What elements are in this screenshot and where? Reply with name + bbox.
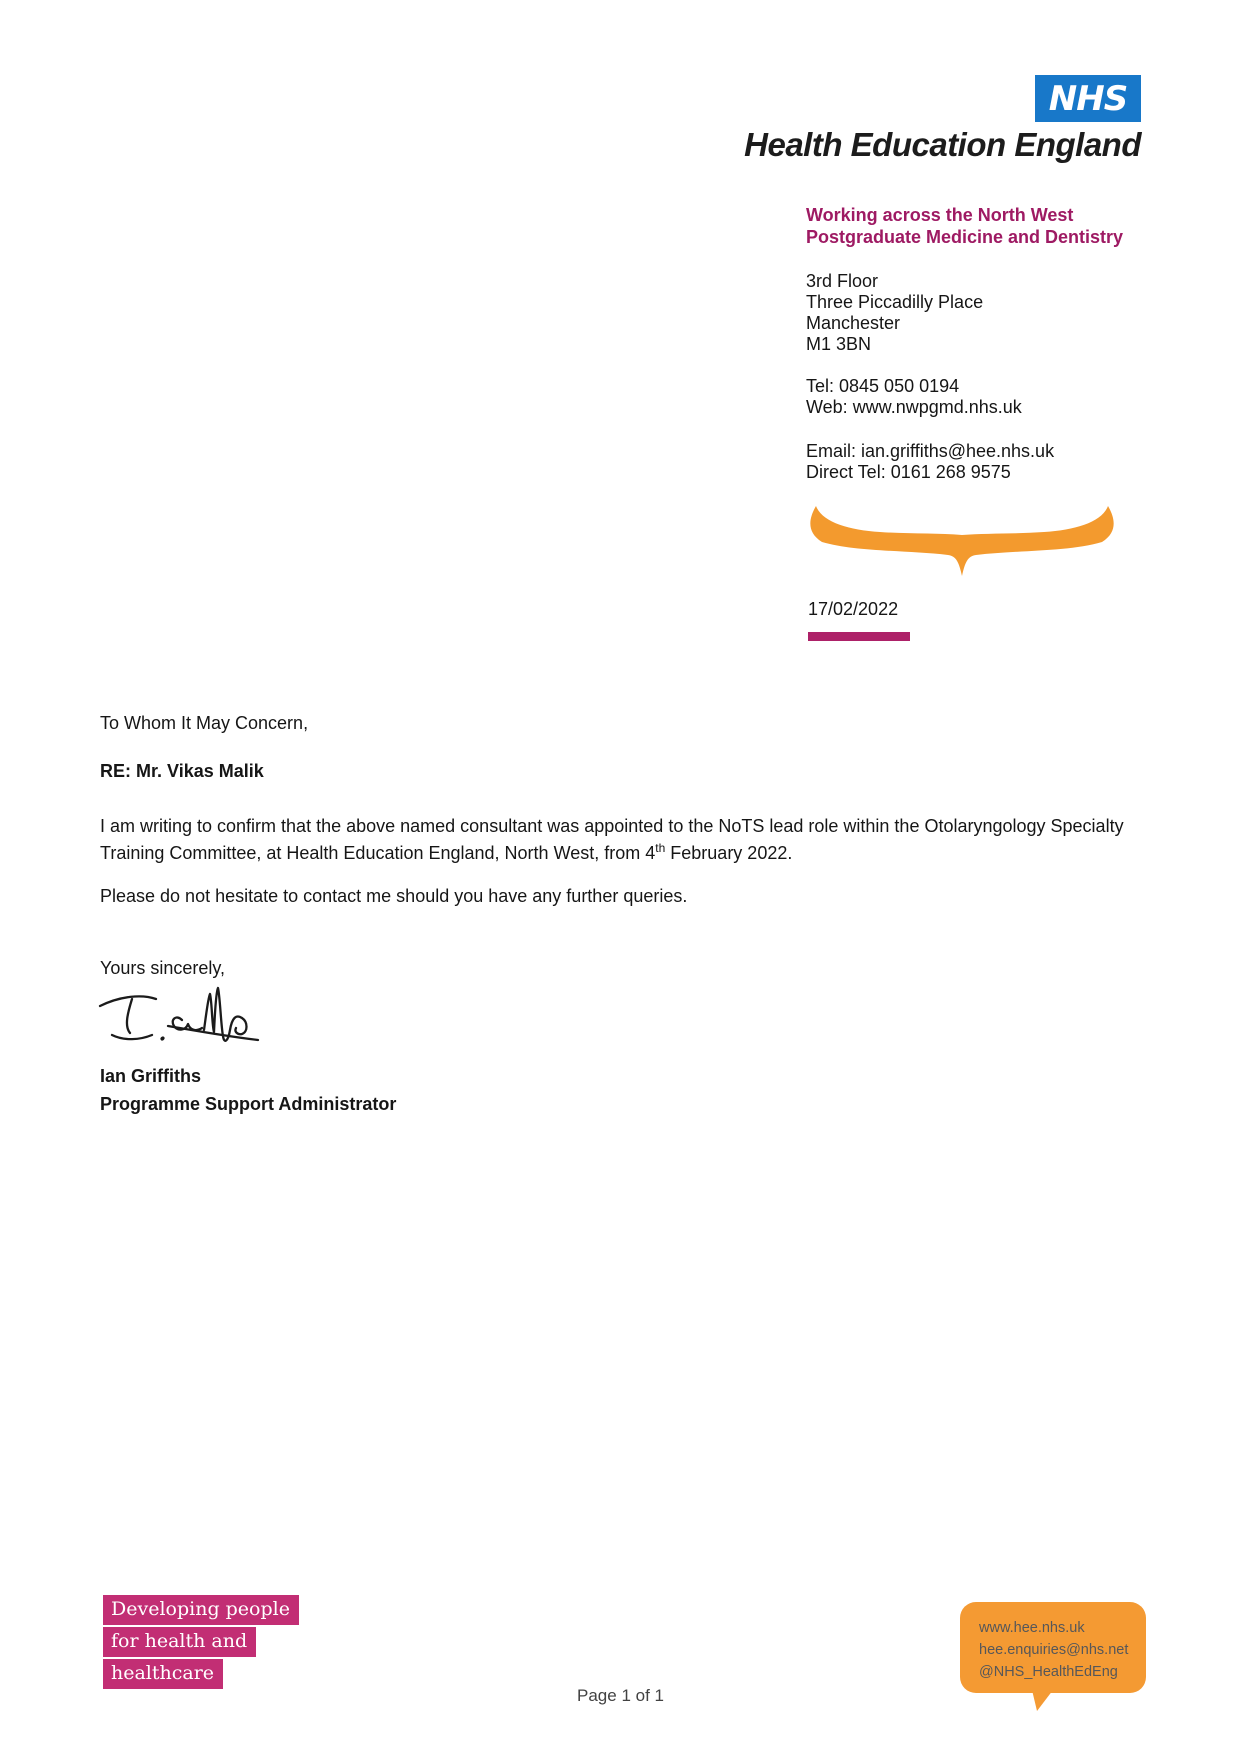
salutation: To Whom It May Concern,	[100, 713, 309, 733]
tel-line: Tel: 0845 050 0194	[806, 376, 960, 396]
body-paragraph-1	[100, 813, 1145, 867]
tagline-line-1: Working across the North West	[806, 205, 1074, 225]
bubble-web-line: www.hee.nhs.uk	[979, 1620, 1085, 1636]
signer-name: Ian Griffiths	[100, 1066, 202, 1086]
address-line: 3rd Floor	[806, 271, 879, 291]
contact-bubble-text	[960, 1602, 1146, 1683]
bubble-twitter-line: @NHS_HealthEdEng	[979, 1664, 1118, 1680]
ordinal-superscript: th	[655, 841, 666, 855]
address-line: Manchester	[806, 313, 901, 333]
page-indicator: Page 1 of 1	[577, 1686, 664, 1705]
email-block	[806, 441, 1054, 483]
closing-line: Yours sincerely,	[100, 958, 226, 978]
footer-tagline-box: Developing people	[103, 1595, 299, 1625]
tagline-line-2: Postgraduate Medicine and Dentistry	[806, 227, 1124, 247]
email-line: Email: ian.griffiths@hee.nhs.uk	[806, 441, 1055, 461]
orange-swoosh-decoration	[806, 506, 1118, 578]
signature-image	[96, 986, 268, 1052]
footer-tagline-box: for health and	[103, 1627, 256, 1657]
web-line: Web: www.nwpgmd.nhs.uk	[806, 397, 1022, 417]
bubble-email-line: hee.enquiries@nhs.net	[979, 1642, 1129, 1658]
signer-title: Programme Support Administrator	[100, 1094, 397, 1114]
regional-tagline	[806, 204, 1123, 248]
subject-line: RE: Mr. Vikas Malik	[100, 761, 264, 781]
date-underline-bar	[808, 632, 910, 641]
direct-tel-line: Direct Tel: 0161 268 9575	[806, 462, 1011, 482]
footer-brand-tagline	[103, 1595, 299, 1691]
signer-block	[100, 1062, 396, 1118]
body-paragraph-2: Please do not hesitate to contact me should you have any further queries.	[100, 886, 688, 906]
paragraph-1-text: I am writing to confirm that the above named consultant was appointed to the NoTS lead role within the Otolaryngology Specialty Training Committee, at Health Education England, North West, from 4	[100, 816, 1124, 863]
letter-date: 17/02/2022	[808, 599, 899, 619]
org-name: Health Education England	[744, 126, 1141, 163]
nhs-logo	[1035, 75, 1141, 122]
footer-tagline-box: healthcare	[103, 1659, 223, 1689]
nhs-logo-text: NHS	[1048, 78, 1128, 119]
contact-speech-bubble	[960, 1602, 1146, 1693]
address-line: M1 3BN	[806, 334, 872, 354]
postal-address	[806, 271, 983, 355]
paragraph-1-text-end: February 2022.	[665, 843, 793, 863]
address-line: Three Piccadilly Place	[806, 292, 984, 312]
phone-web-block	[806, 376, 1022, 418]
